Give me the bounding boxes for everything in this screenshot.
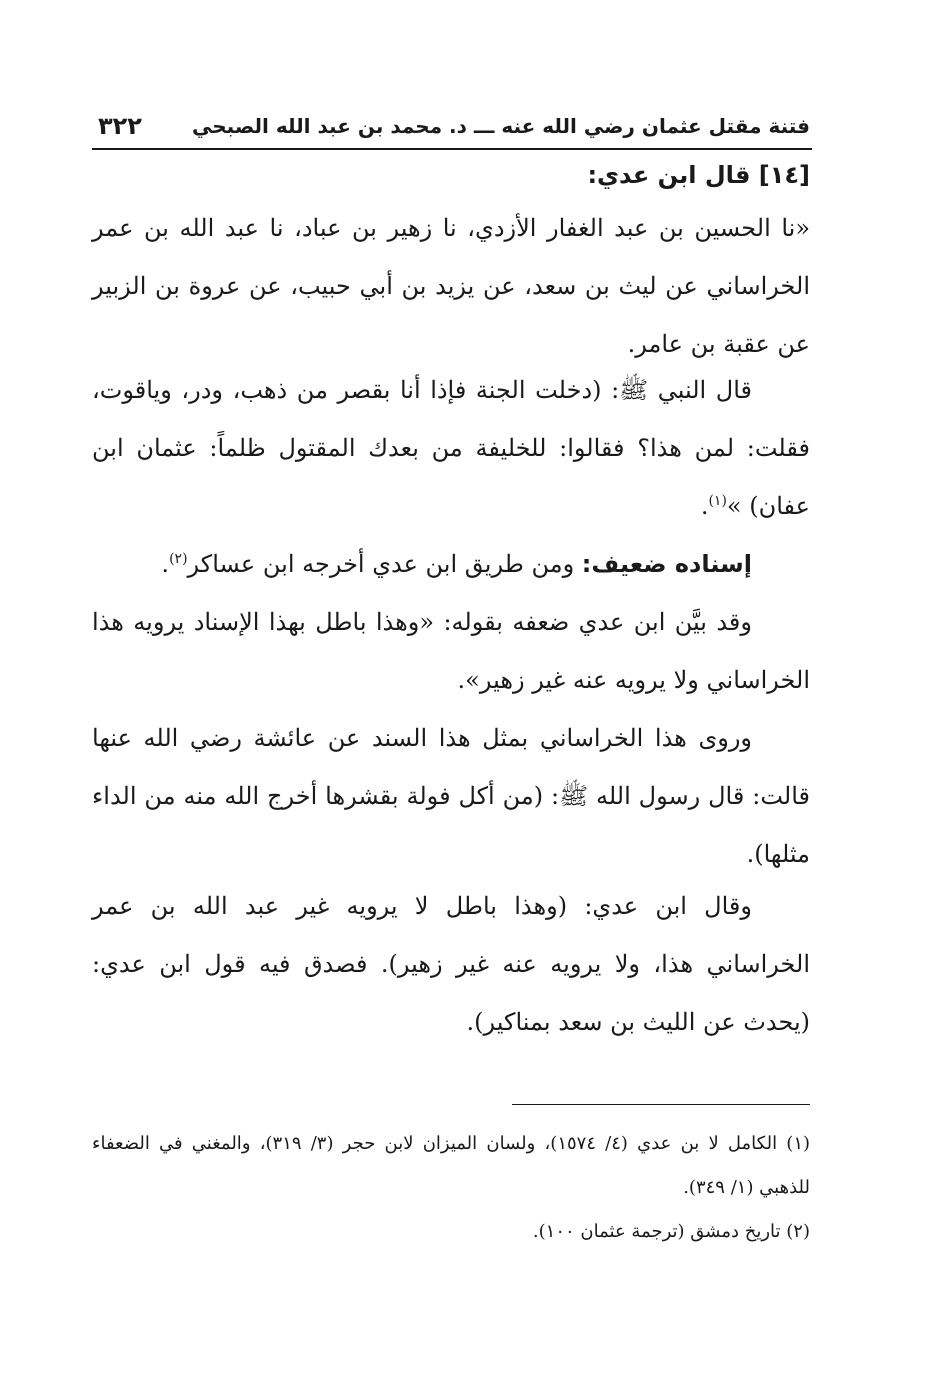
header-divider: [92, 148, 812, 150]
body-block-3: [92, 535, 810, 593]
paragraph-hadith-text: [92, 361, 810, 535]
page-number: ٣٢٢: [98, 112, 142, 140]
body-block-4: [92, 593, 810, 709]
grading-end-mark: .: [161, 550, 170, 578]
footnote-2: (٢) تاريخ دمشق (ترجمة عثمان ١٠٠).: [532, 1221, 810, 1242]
footnote-ref-2: (٢): [169, 551, 188, 567]
hadith-text: قال النبي ﷺ: (دخلت الجنة فإذا أنا بقصر من ذهب، ودر، وياقوت، فقلت: لمن هذا؟ فقالوا: للخليفة من بعدك المقتول ظلماً: عثمان ابن عفان) »: [92, 376, 810, 520]
footnotes: [92, 1122, 810, 1254]
footnote-divider: [512, 1104, 810, 1105]
paragraph-isnad: «نا الحسين بن عبد الغفار الأزدي، نا زهير بن عباد، نا عبد الله بن عمر الخراساني عن ليث بن سعد، عن يزيد بن أبي حبيب، عن عروة بن الزبير عن عقبة بن عامر.: [92, 214, 810, 358]
grading-label: إسناده ضعيف:: [581, 550, 752, 578]
paragraph-ibn-adi-weakness: وقد بيَّن ابن عدي ضعفه بقوله: «وهذا باطل بهذا الإسناد يرويه هذا الخراساني ولا يرويه عنه غير زهير».: [92, 608, 810, 694]
running-header: [92, 112, 810, 146]
grading-text: ومن طريق ابن عدي أخرجه ابن عساكر: [187, 550, 582, 578]
running-title: فتنة مقتل عثمان رضي الله عنه ـــ د. محمد بن عبد الله الصبحي: [192, 114, 810, 138]
section-heading: [١٤] قال ابن عدي:: [587, 161, 810, 189]
hadith-end-mark: .: [700, 492, 709, 520]
paragraph-grading: [92, 535, 810, 593]
footnote-ref-1: (١): [708, 493, 727, 509]
body-block-6: [92, 877, 810, 1051]
paragraph-aisha-narration: وروى هذا الخراساني بمثل هذا السند عن عائشة رضي الله عنها قالت: قال رسول الله ﷺ: (من أكل فولة بقشرها أخرج الله منه من الداء مثلها).: [92, 724, 810, 868]
paragraph-ibn-adi-verdict: وقال ابن عدي: (وهذا باطل لا يرويه غير عبد الله بن عمر الخراساني هذا، ولا يرويه عنه غير زهير). فصدق فيه قول ابن عدي: (يحدث عن الليث بن سعد بمناكير).: [92, 892, 810, 1036]
body-block-1: [92, 199, 810, 373]
footnote-1: (١) الكامل لا بن عدي (٤/ ١٥٧٤)، ولسان الميزان لابن حجر (٣/ ٣١٩)، والمغني في الضعفاء للذهبي (١/ ٣٤٩).: [92, 1133, 811, 1198]
body-block-2: [92, 361, 810, 535]
body-block-5: [92, 709, 810, 883]
